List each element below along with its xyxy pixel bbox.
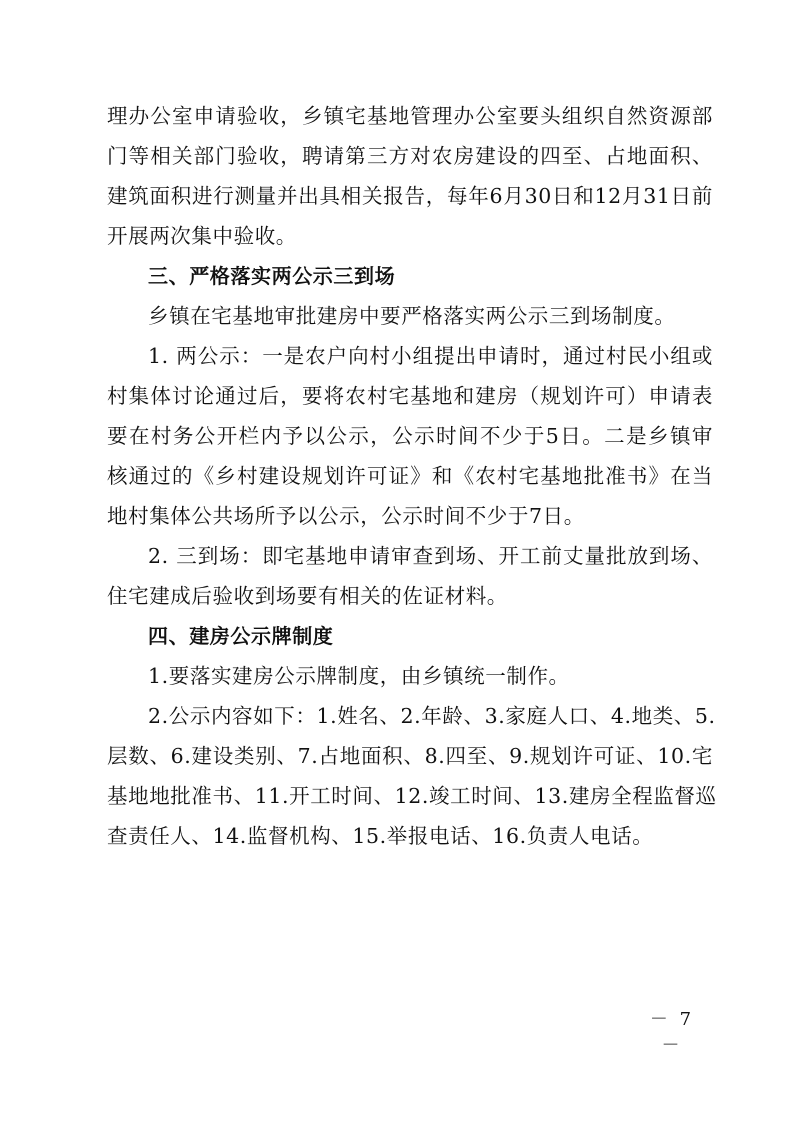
paragraph-line: 查责任人、14.监督机构、15.举报电话、16.负责人电话。 bbox=[107, 824, 654, 848]
paragraph-line: 开展两次集中验收。 bbox=[107, 224, 297, 248]
paragraph-line: 住宅建成后验收到场要有相关的佐证材料。 bbox=[107, 584, 508, 608]
paragraph-line: 核通过的《乡村建设规划许可证》和《农村宅基地批准书》在当 bbox=[107, 464, 713, 488]
page-number: － 7 － bbox=[649, 1009, 695, 1056]
paragraph-line: 层数、6.建设类别、7.占地面积、8.四至、9.规划许可证、10.宅 bbox=[107, 744, 713, 768]
paragraph-line: 地村集体公共场所予以公示，公示时间不少于7日。 bbox=[107, 504, 585, 528]
paragraph-line: 2.公示内容如下：1.姓名、2.年龄、3.家庭人口、4.地类、5. bbox=[148, 704, 716, 728]
paragraph-line: 1. 两公示：一是农户向村小组提出申请时，通过村民小组或 bbox=[148, 344, 713, 368]
paragraph-line: 理办公室申请验收，乡镇宅基地管理办公室要头组织自然资源部 bbox=[107, 104, 713, 128]
paragraph-line: 建筑面积进行测量并出具相关报告，每年6月30日和12月31日前 bbox=[107, 184, 713, 208]
section-heading-four: 四、建房公示牌制度 bbox=[148, 624, 334, 648]
paragraph-line: 2. 三到场：即宅基地申请审查到场、开工前丈量批放到场、 bbox=[148, 544, 713, 568]
section-heading-three: 三、严格落实两公示三到场 bbox=[148, 264, 396, 288]
paragraph-line: 基地地批准书、11.开工时间、12.竣工时间、13.建房全程监督巡 bbox=[107, 784, 717, 808]
paragraph-line: 1.要落实建房公示牌制度，由乡镇统一制作。 bbox=[148, 664, 570, 688]
paragraph-line: 村集体讨论通过后，要将农村宅基地和建房（规划许可）申请表 bbox=[107, 384, 713, 408]
paragraph-line: 要在村务公开栏内予以公示，公示时间不少于5日。二是乡镇审 bbox=[107, 424, 713, 448]
paragraph-line: 门等相关部门验收，聘请第三方对农房建设的四至、占地面积、 bbox=[107, 144, 713, 168]
paragraph-line: 乡镇在宅基地审批建房中要严格落实两公示三到场制度。 bbox=[148, 304, 676, 328]
document-body bbox=[107, 96, 717, 856]
